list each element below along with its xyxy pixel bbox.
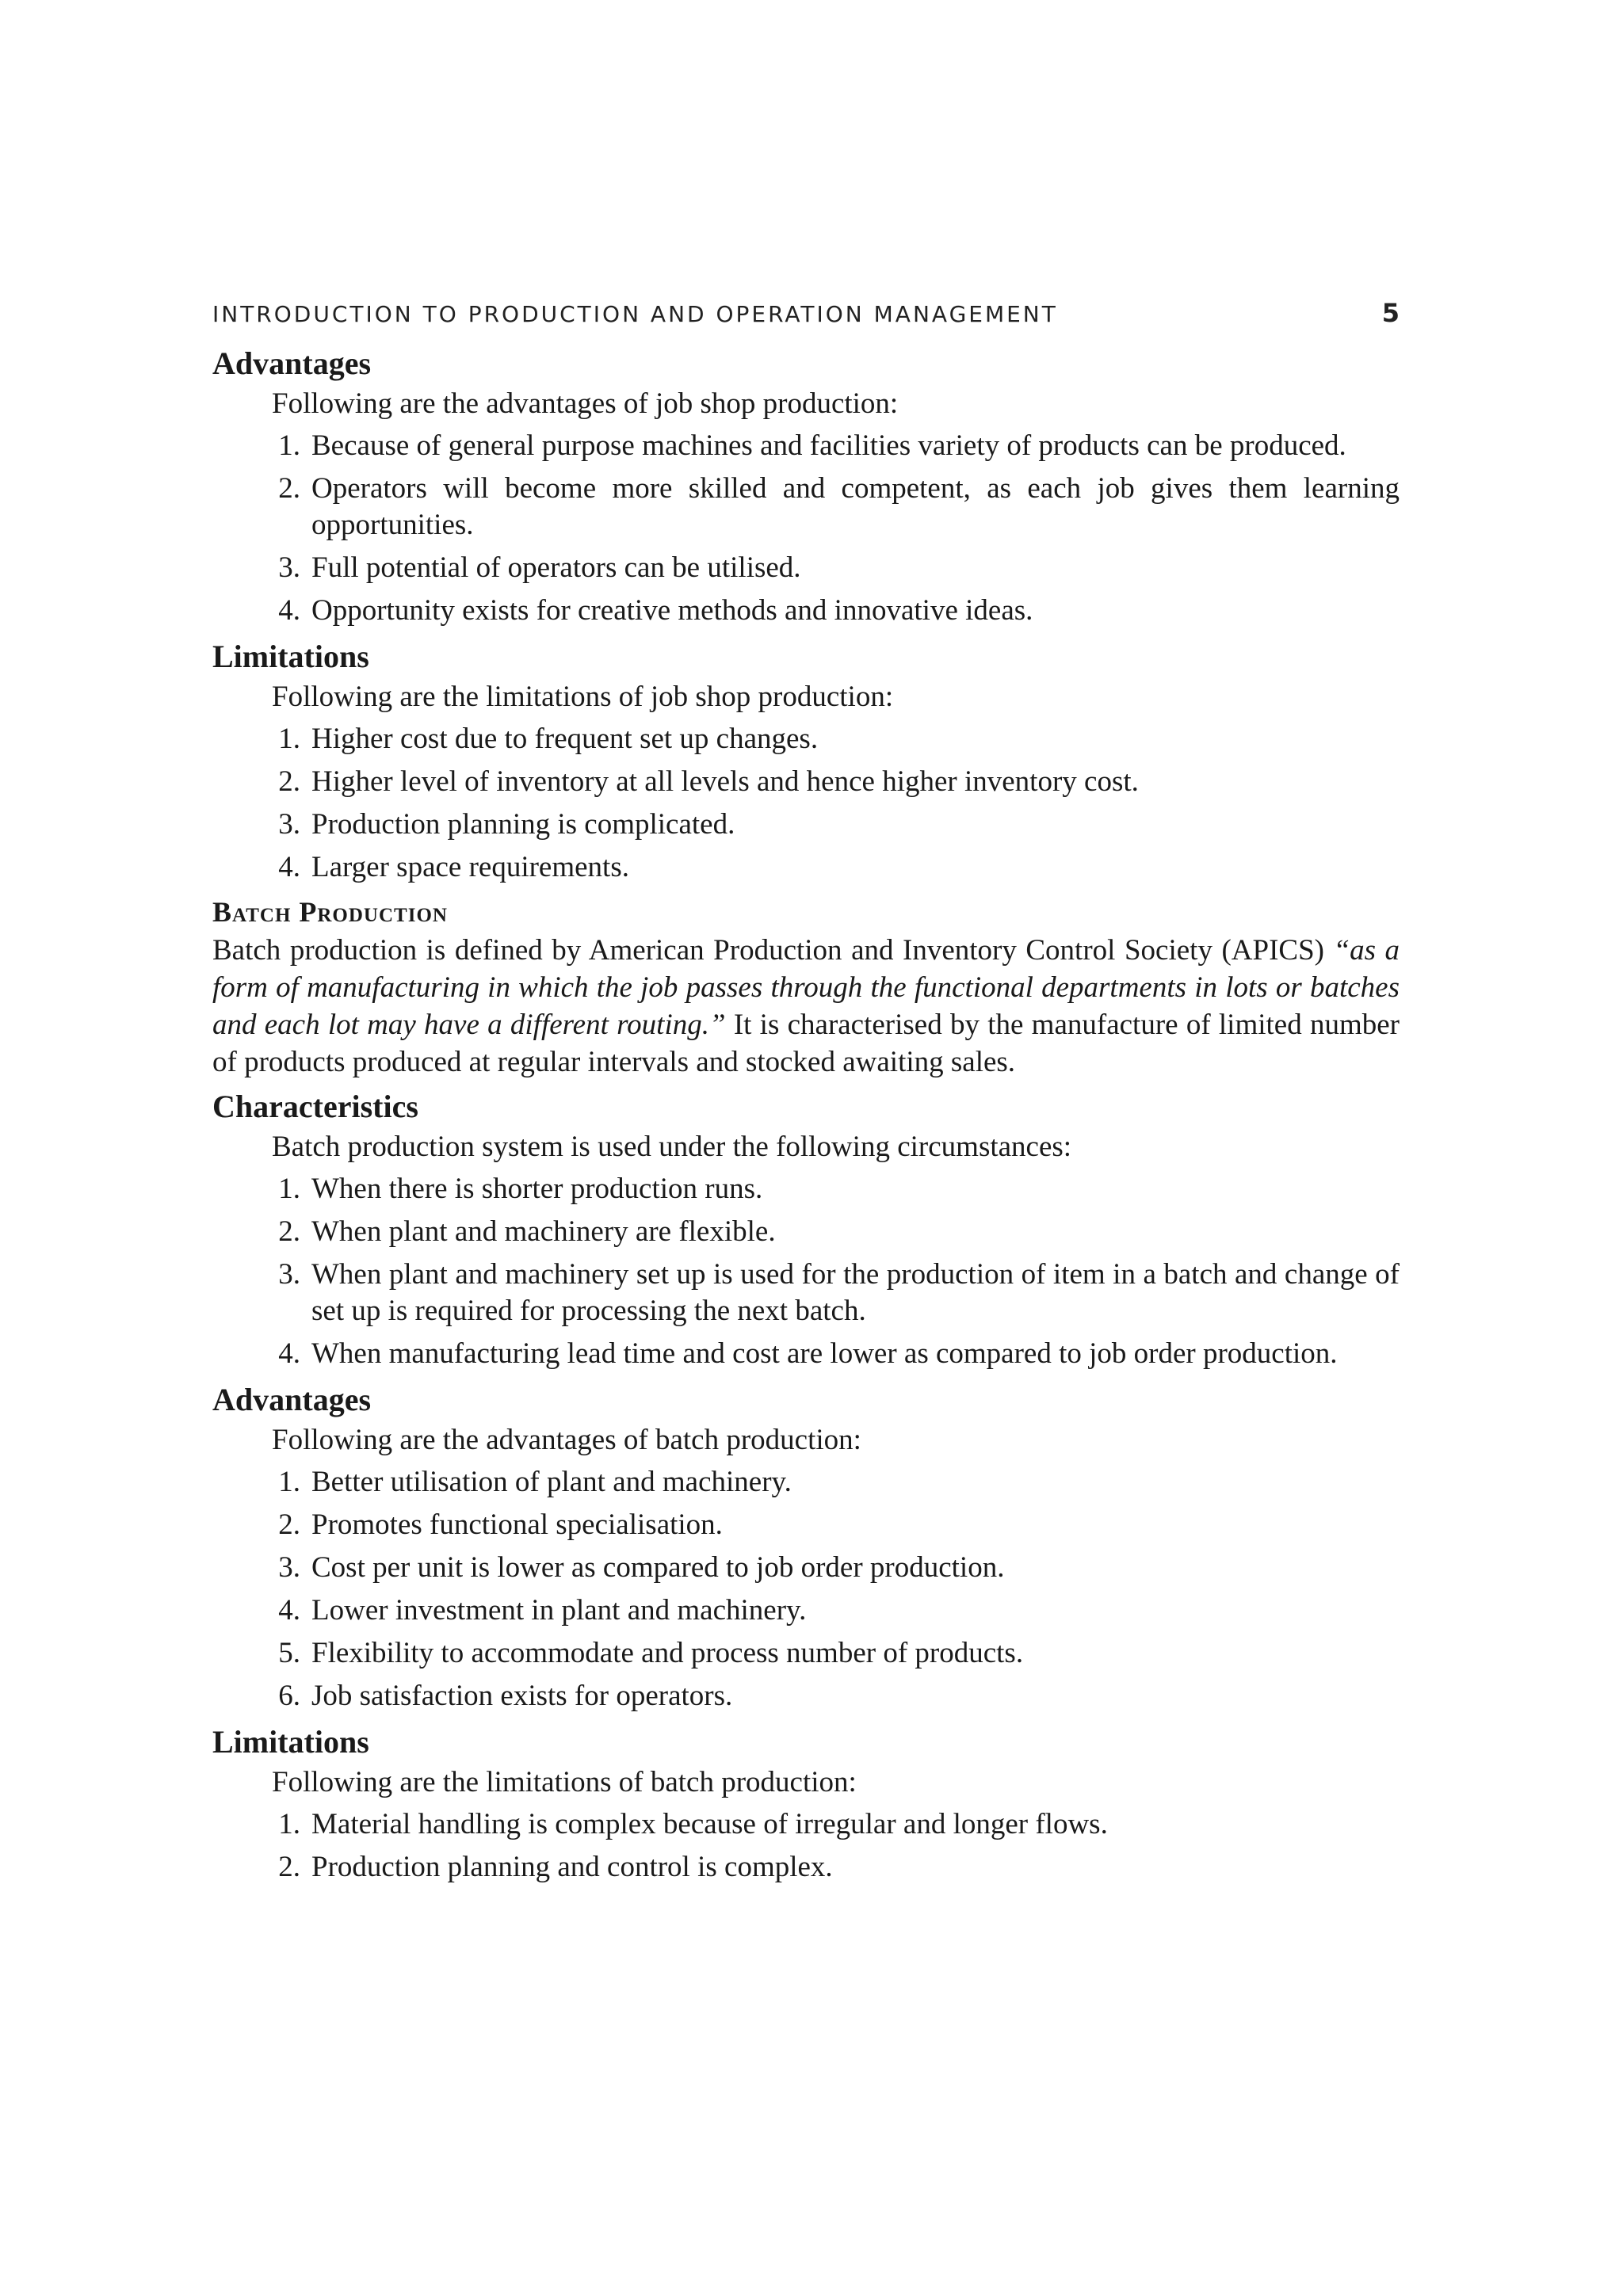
item-number: 1. [278, 723, 300, 755]
item-number: 5. [278, 1637, 300, 1669]
batch-production-paragraph [212, 932, 1400, 1081]
item-number: 6. [278, 1680, 300, 1712]
list-item [212, 807, 1400, 843]
page [212, 298, 1400, 1892]
item-text: Promotes functional specialisation. [311, 1508, 723, 1541]
numbered-list [212, 1806, 1400, 1886]
item-text: Production planning is complicated. [311, 808, 735, 841]
apics-quote: “as a form of manufacturing in which the job passes through the functional departments in lots or batches and each lot may have a different routing.” [212, 934, 1400, 1041]
item-text: Full potential of operators can be utilised. [311, 551, 801, 584]
list-item [212, 1678, 1400, 1714]
running-head [212, 298, 1400, 328]
item-text: Lower investment in plant and machinery. [311, 1594, 807, 1627]
section-heading: Characteristics [212, 1089, 418, 1124]
numbered-list [212, 721, 1400, 886]
section-heading: Limitations [212, 1724, 369, 1760]
item-text: When plant and machinery are flexible. [311, 1215, 776, 1248]
item-text: Flexibility to accommodate and process number of products. [311, 1637, 1024, 1669]
section-heading: Advantages [212, 1382, 372, 1417]
section-intro: Batch production system is used under the following circumstances: [272, 1131, 1072, 1163]
numbered-list [212, 428, 1400, 629]
list-item [212, 1806, 1400, 1843]
paragraph-text: Batch production is defined by American Production and Inventory Control Society (APICS) [212, 934, 1334, 967]
list-item [212, 849, 1400, 886]
item-number: 3. [278, 551, 300, 584]
list-item [212, 593, 1400, 629]
item-text: Better utilisation of plant and machinery. [311, 1466, 792, 1498]
batch-production-heading: Batch Production [212, 896, 448, 928]
page-number: 5 [1381, 298, 1400, 328]
list-item [212, 1464, 1400, 1501]
item-number: 4. [278, 1594, 300, 1627]
list-item [212, 1214, 1400, 1250]
item-number: 2. [278, 1215, 300, 1248]
section-intro: Following are the limitations of job shop production: [272, 681, 894, 713]
list-item [212, 1849, 1400, 1886]
numbered-list [212, 1171, 1400, 1372]
list-item [212, 1635, 1400, 1672]
item-text: Production planning and control is complex. [311, 1851, 833, 1883]
item-text: Operators will become more skilled and competent, as each job gives them learning opportunities. [311, 472, 1400, 541]
item-text: Cost per unit is lower as compared to job order production. [311, 1551, 1005, 1584]
list-item [212, 550, 1400, 586]
list-item [212, 1257, 1400, 1329]
item-text: When there is shorter production runs. [311, 1173, 763, 1205]
item-number: 2. [278, 765, 300, 798]
numbered-list [212, 1464, 1400, 1714]
list-item [212, 1171, 1400, 1207]
list-item [212, 1592, 1400, 1629]
running-title: INTRODUCTION TO PRODUCTION AND OPERATION MANAGEMENT [212, 301, 1058, 327]
paragraph-text: It is characterised by the manufacture of limited number of products produced at regular intervals and stocked awaiting sales. [212, 1009, 1400, 1078]
item-number: 3. [278, 1258, 300, 1291]
item-text: Larger space requirements. [311, 851, 629, 883]
list-item [212, 1507, 1400, 1543]
list-item [212, 721, 1400, 757]
item-number: 3. [278, 1551, 300, 1584]
section-intro: Following are the limitations of batch production: [272, 1766, 857, 1798]
item-text: Because of general purpose machines and facilities variety of products can be produced. [311, 429, 1346, 462]
item-number: 2. [278, 472, 300, 505]
item-number: 1. [278, 429, 300, 462]
job-shop-advantages-section [212, 342, 1400, 629]
list-item [212, 1550, 1400, 1586]
item-text: Opportunity exists for creative methods and innovative ideas. [311, 594, 1033, 627]
item-text: When plant and machinery set up is used for the production of item in a batch and change of set up is required for processing the next batch. [311, 1258, 1400, 1327]
item-text: Job satisfaction exists for operators. [311, 1680, 733, 1712]
item-number: 4. [278, 1337, 300, 1370]
batch-limitations-section [212, 1721, 1400, 1886]
list-item [212, 471, 1400, 543]
section-intro: Following are the advantages of batch production: [272, 1424, 861, 1456]
batch-advantages-section [212, 1379, 1400, 1714]
item-text: Material handling is complex because of irregular and longer flows. [311, 1808, 1108, 1840]
list-item [212, 428, 1400, 464]
job-shop-limitations-section [212, 635, 1400, 886]
list-item [212, 764, 1400, 800]
batch-production-section [212, 892, 1400, 1081]
item-number: 1. [278, 1466, 300, 1498]
item-number: 4. [278, 594, 300, 627]
item-text: When manufacturing lead time and cost are lower as compared to job order production. [311, 1337, 1338, 1370]
batch-characteristics-section [212, 1085, 1400, 1372]
item-number: 2. [278, 1508, 300, 1541]
item-number: 1. [278, 1173, 300, 1205]
list-item [212, 1336, 1400, 1372]
item-number: 4. [278, 851, 300, 883]
item-text: Higher level of inventory at all levels and hence higher inventory cost. [311, 765, 1139, 798]
item-number: 3. [278, 808, 300, 841]
item-text: Higher cost due to frequent set up changes. [311, 723, 819, 755]
section-heading: Limitations [212, 639, 369, 674]
item-number: 2. [278, 1851, 300, 1883]
section-heading: Advantages [212, 345, 372, 381]
section-intro: Following are the advantages of job shop production: [272, 387, 899, 420]
item-number: 1. [278, 1808, 300, 1840]
